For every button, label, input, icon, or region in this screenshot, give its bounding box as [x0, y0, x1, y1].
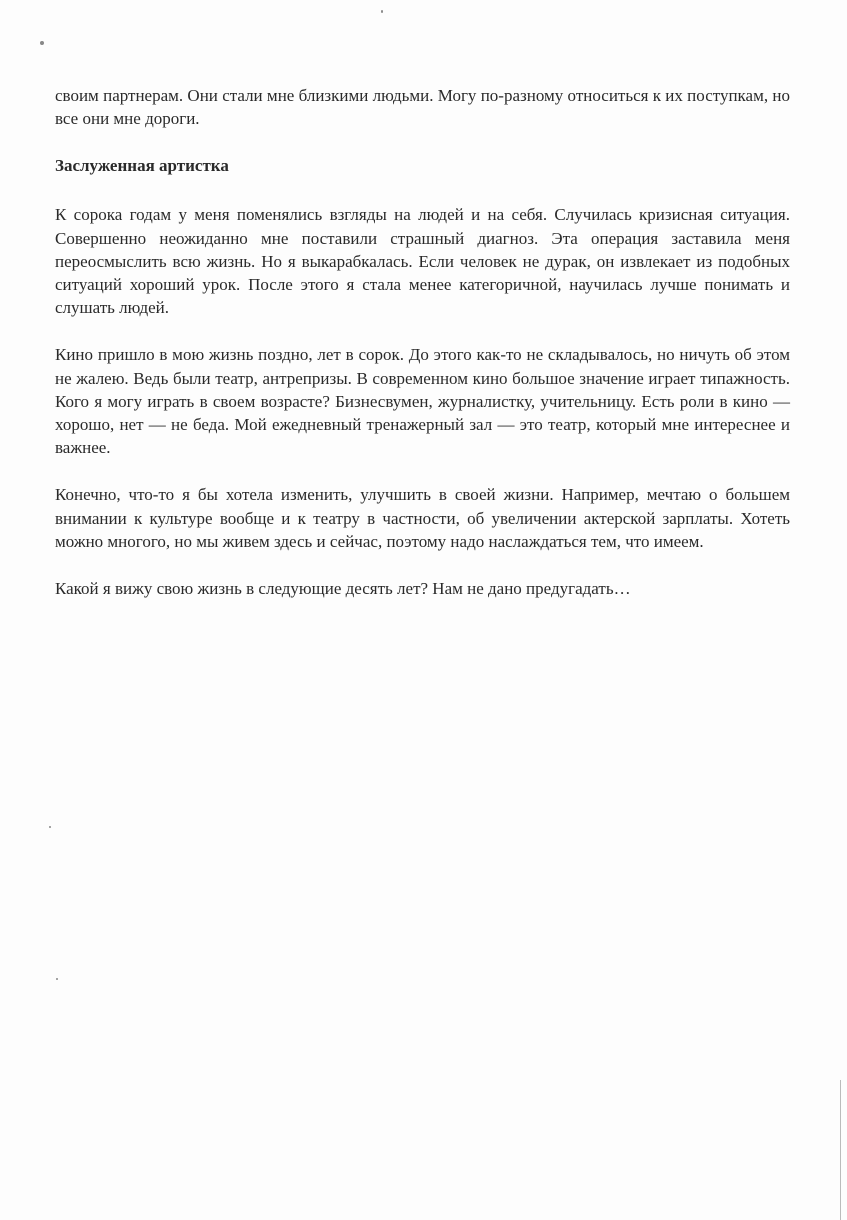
scan-speck: [56, 978, 58, 980]
section-heading: Заслуженная артистка: [55, 156, 229, 176]
paragraph-partners: своим партнерам. Они стали мне близкими людьми. Могу по-разному относиться к их поступкам, но все они мне дороги.: [55, 86, 790, 129]
scan-speck: [40, 41, 44, 45]
paragraph-crisis: К сорока годам у меня поменялись взгляды на людей и на себя. Случилась кризисная ситуация. Совершенно неожиданно мне поставили страшный диагноз. Эта операция заставила меня переосмыслить всю жизнь. Но я выкарабкалась. Если человек не дурак, он извлекает из подобных ситуаций хороший урок. После этого я стала менее категоричной, научилась лучше понимать и слушать людей.: [55, 205, 790, 318]
scan-speck: [381, 10, 383, 13]
paragraph-wishes: Конечно, что-то я бы хотела изменить, улучшить в своей жизни. Например, мечтаю о большем внимании к культуре вообще и к театру в частности, об увеличении актерской зарплаты. Хотеть можно многого, но мы живем здесь и сейчас, поэтому надо наслаждаться тем, что имеем.: [55, 485, 790, 551]
document-body: [55, 84, 790, 624]
scan-edge-line: [840, 1080, 841, 1220]
scan-speck: [49, 826, 51, 828]
paragraph-future: Какой я вижу свою жизнь в следующие десять лет? Нам не дано предугадать…: [55, 579, 631, 599]
paragraph-cinema: Кино пришло в мою жизнь поздно, лет в сорок. До этого как-то не складывалось, но ничуть об этом не жалею. Ведь были театр, антрепризы. В современном кино большое значение играет типажность. Кого я могу играть в своем возрасте? Бизнесвумен, журналистку, учительницу. Есть роли в кино — хорошо, нет — не беда. Мой ежедневный тренажерный зал — это театр, который мне интереснее и важнее.: [55, 345, 790, 458]
